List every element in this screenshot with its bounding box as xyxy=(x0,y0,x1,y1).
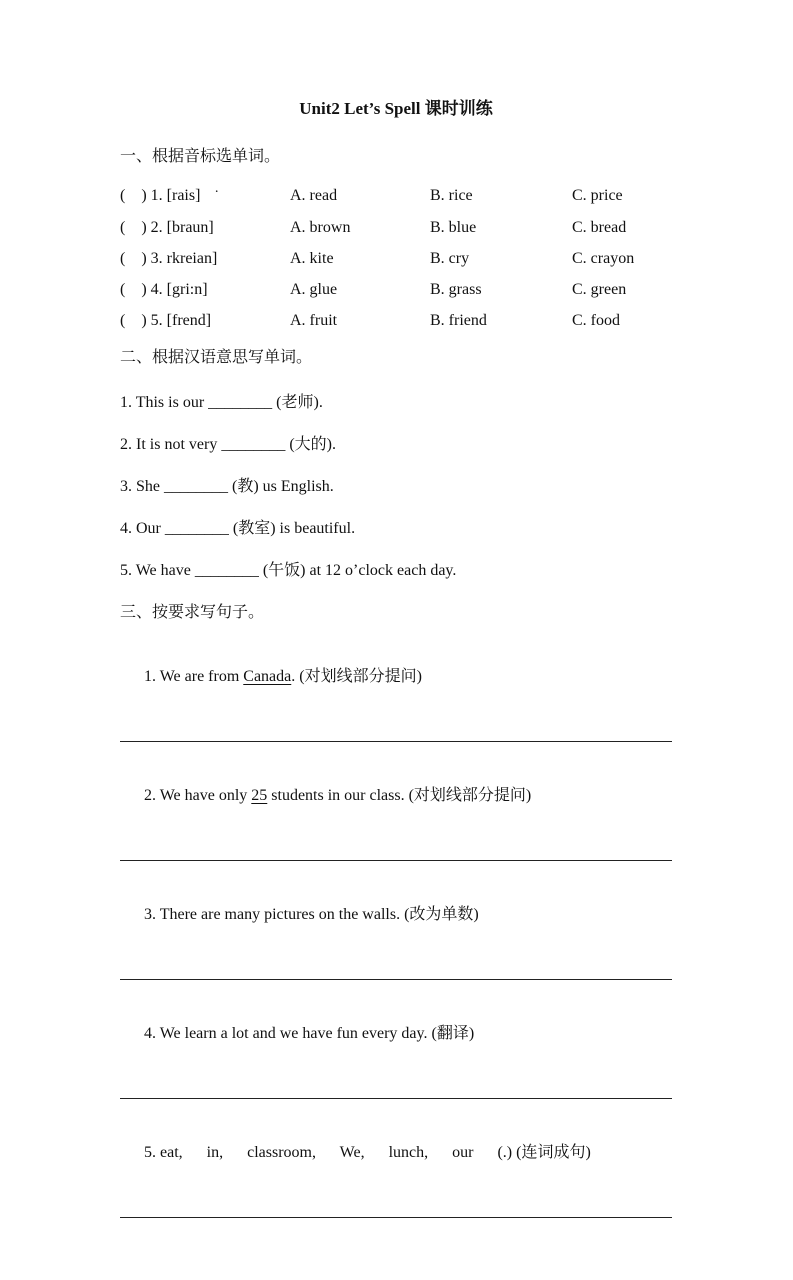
sentence-item-4 xyxy=(120,1002,672,1065)
question-stem: ( ) 5. [frend] xyxy=(120,312,212,329)
page-title: Unit2 Let’s Spell 课时训练 xyxy=(299,99,493,118)
option-c: C. bread xyxy=(572,219,627,236)
option-b: B. rice xyxy=(430,187,473,204)
fill-blank-item-2: 2. It is not very ________ (大的). xyxy=(120,436,336,453)
answer-line-2 xyxy=(120,860,672,861)
option-c: C. price xyxy=(572,187,623,204)
section2-heading: 二、根据汉语意思写单词。 xyxy=(120,349,313,366)
fill-blank-item-4: 4. Our ________ (教室) is beautiful. xyxy=(120,520,356,537)
fill-blank-item-3: 3. She ________ (教) us English. xyxy=(120,478,334,495)
sentence-pre: 5. eat, in, classroom, We, lunch, our (.) (连词成句) xyxy=(144,1144,591,1161)
section-phonetic-choice xyxy=(120,146,672,331)
section-sentence-rewrite xyxy=(120,602,672,1218)
phonetic-question-5 xyxy=(120,310,672,331)
sentence-item-2 xyxy=(120,764,672,827)
option-b: B. cry xyxy=(430,250,470,267)
question-stem xyxy=(120,185,290,207)
question-stem: ( ) 2. [braun] xyxy=(120,219,214,236)
option-c: C. green xyxy=(572,281,627,298)
sentence-post: . (对划线部分提问) xyxy=(291,668,422,685)
question-stem: ( ) 4. [gri:n] xyxy=(120,281,208,298)
phonetic-question-4 xyxy=(120,279,672,300)
sentence-item-1 xyxy=(120,645,672,708)
sentence-post: students in our class. (对划线部分提问) xyxy=(267,787,532,804)
answer-line-5 xyxy=(120,1217,672,1218)
sentence-pre: 2. We have only xyxy=(144,787,252,804)
question-stem: ( ) 3. rkreian] xyxy=(120,250,218,267)
option-a: A. kite xyxy=(290,250,334,267)
option-b: B. friend xyxy=(430,312,487,329)
option-a: A. fruit xyxy=(290,312,338,329)
stray-dot-mark: · xyxy=(214,185,220,200)
option-a: A. glue xyxy=(290,281,338,298)
fill-blank-item-5: 5. We have ________ (午饭) at 12 o’clock each day. xyxy=(120,562,457,579)
fill-blank-item-1: 1. This is our ________ (老师). xyxy=(120,394,323,411)
section3-heading: 三、按要求写句子。 xyxy=(120,604,265,621)
option-c: C. crayon xyxy=(572,250,635,267)
phonetic-question-1 xyxy=(120,185,672,207)
phonetic-question-3 xyxy=(120,248,672,269)
section1-heading: 一、根据音标选单词。 xyxy=(120,148,281,165)
answer-line-1 xyxy=(120,741,672,742)
answer-line-4 xyxy=(120,1098,672,1099)
sentence-item-5 xyxy=(120,1121,672,1184)
sentence-item-3 xyxy=(120,883,672,946)
phonetic-question-2 xyxy=(120,217,672,238)
option-b: B. blue xyxy=(430,219,477,236)
section-fill-blanks xyxy=(120,347,672,581)
sentence-pre: 1. We are from xyxy=(144,668,244,685)
option-b: B. grass xyxy=(430,281,482,298)
sentence-pre: 4. We learn a lot and we have fun every day. (翻译) xyxy=(144,1025,475,1042)
option-c: C. food xyxy=(572,312,620,329)
option-a: A. read xyxy=(290,187,338,204)
question-stem-text: ( ) 1. [rais] xyxy=(120,187,201,204)
sentence-pre: 3. There are many pictures on the walls. (改为单数) xyxy=(144,906,479,923)
underlined-word: Canada xyxy=(243,668,292,685)
underlined-word: 25 xyxy=(251,787,268,804)
option-a: A. brown xyxy=(290,219,351,236)
answer-line-3 xyxy=(120,979,672,980)
